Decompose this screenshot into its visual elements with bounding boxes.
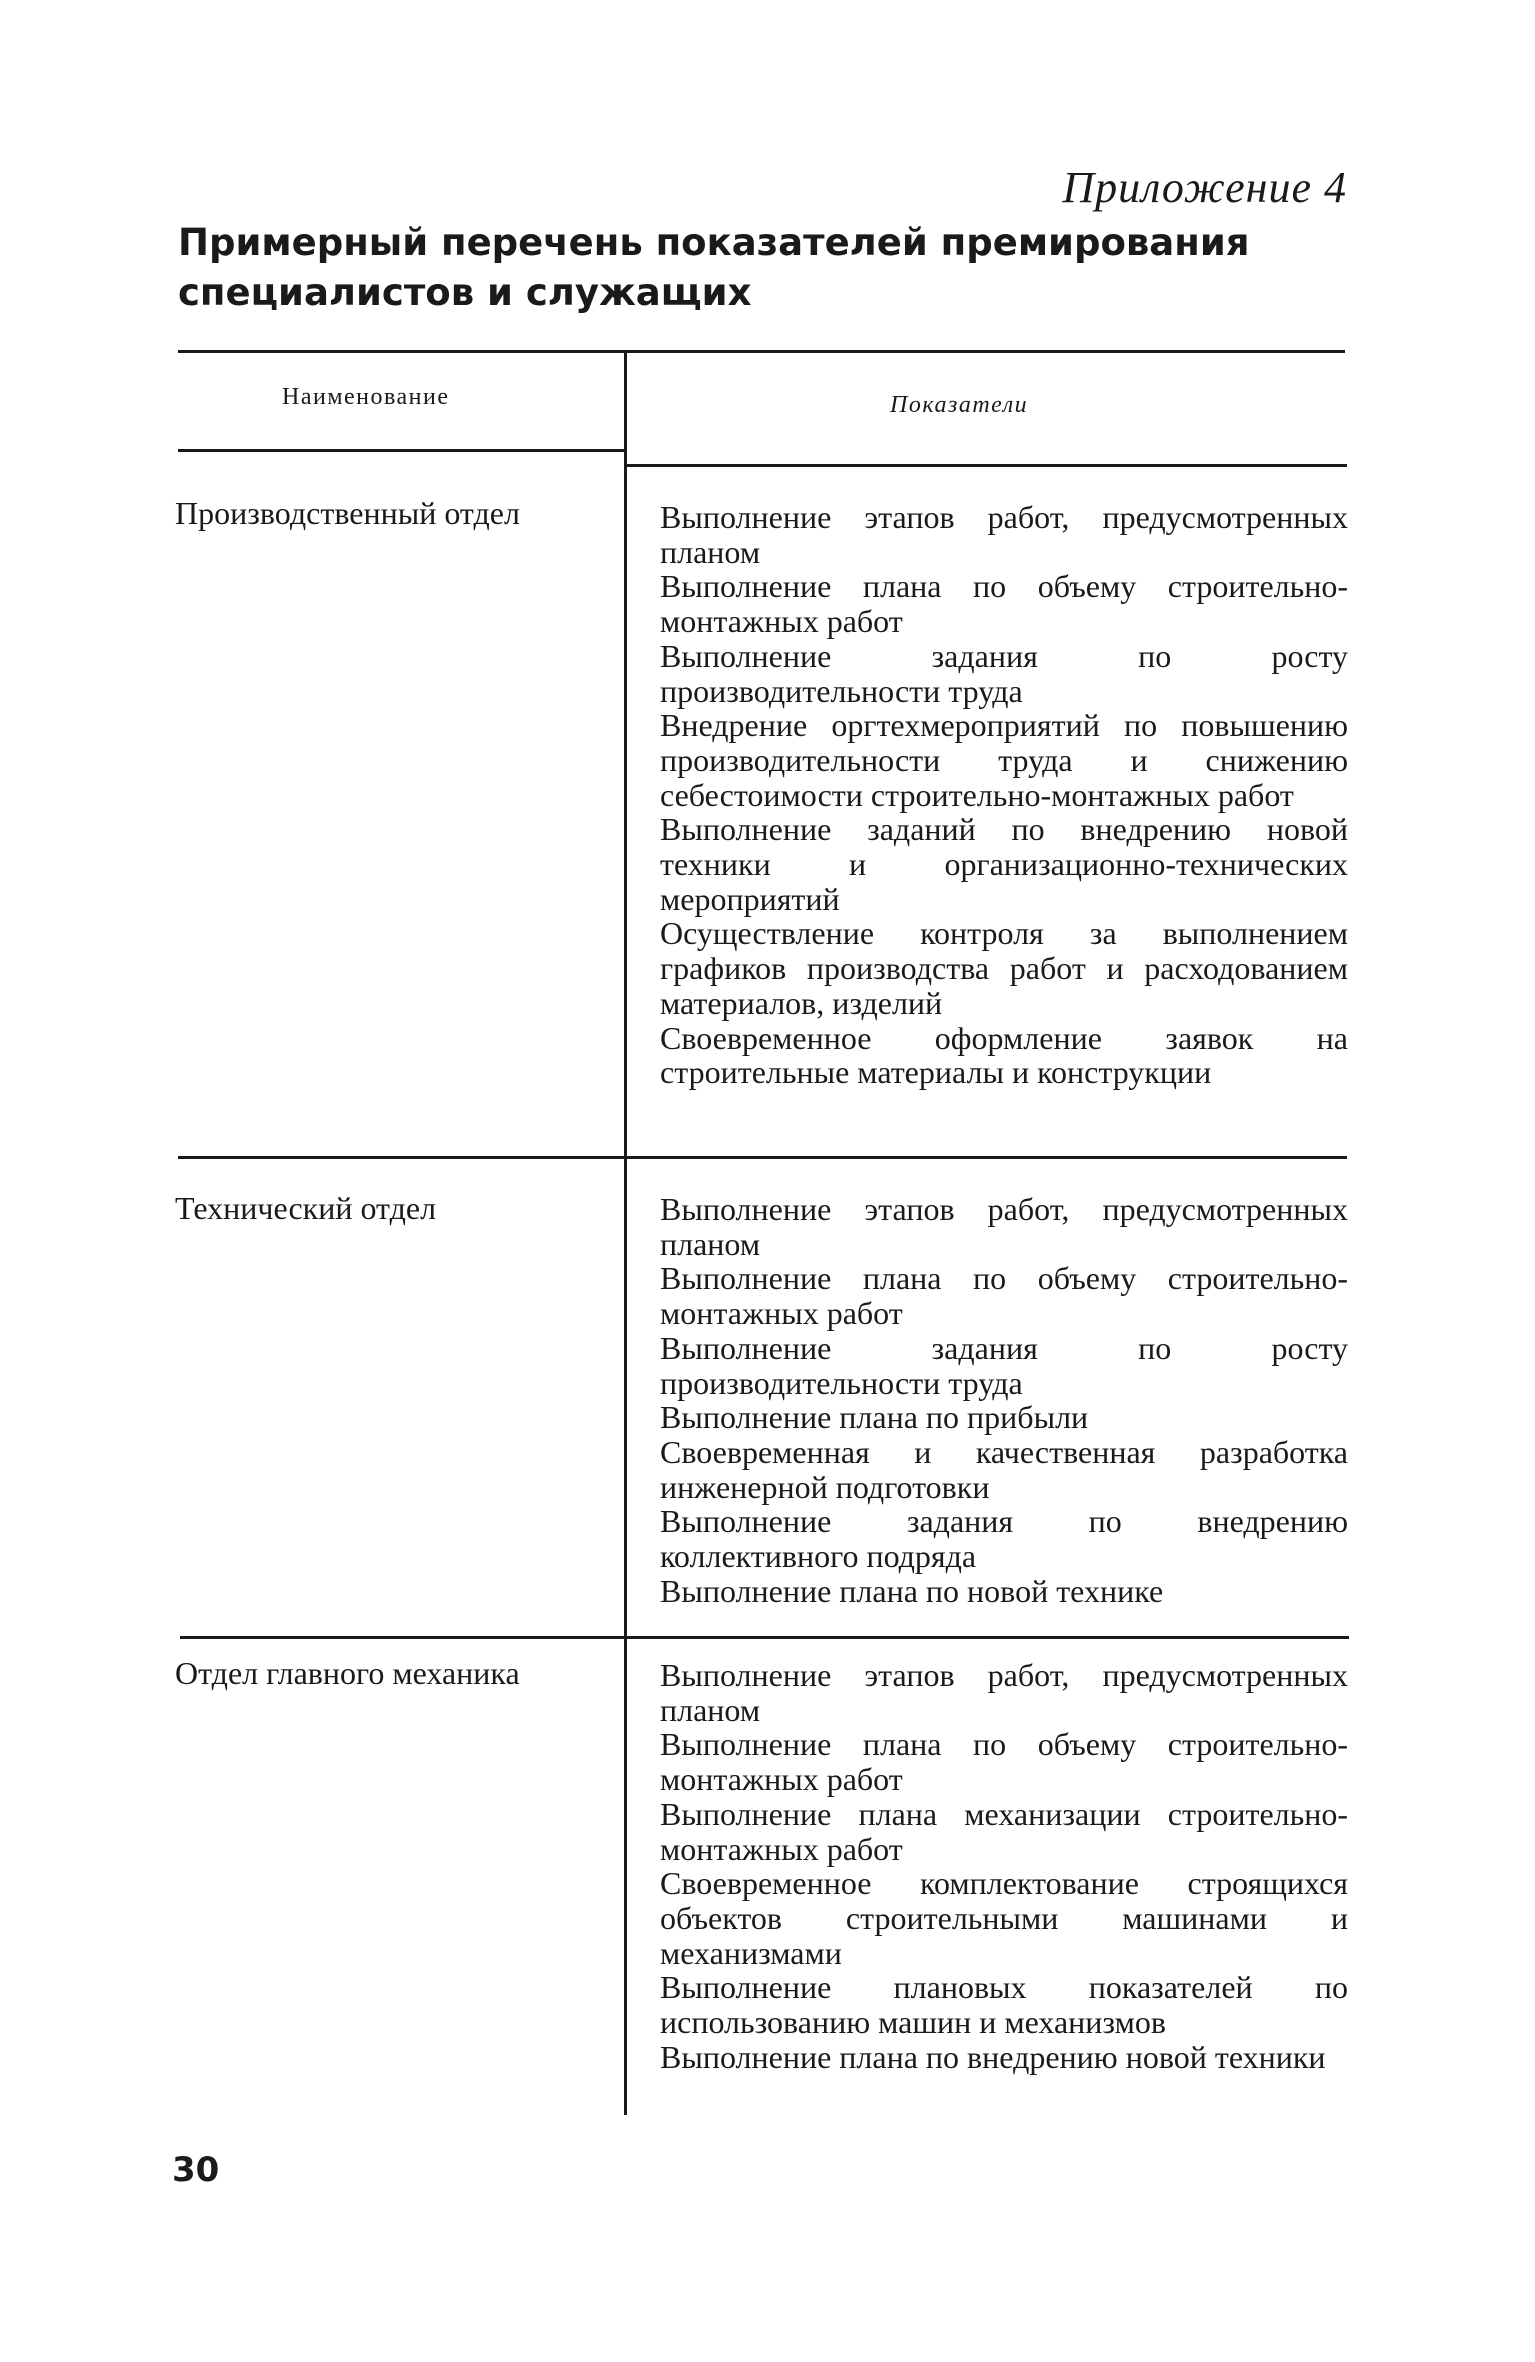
list-item: Выполнение плана по объему строительно-монтажных работ: [660, 1260, 1348, 1332]
list-item: Своевременная и качественная разработка инженерной подготовки: [660, 1433, 1348, 1505]
indicator-list-chief-mechanic: [660, 1658, 1348, 2074]
list-item: Выполнение этапов работ, предусмотренных планом: [660, 1191, 1348, 1262]
column-header-indicators: Показатели: [890, 392, 1029, 418]
header-rule-left: [178, 449, 626, 452]
list-item: Выполнение задания по росту производительности труда: [660, 1329, 1348, 1401]
indicator-list-technical: [660, 1192, 1348, 1608]
list-item: Своевременное оформление заявок на строительные материалы и конструкции: [660, 1019, 1348, 1091]
page-number: 30: [172, 2150, 220, 2190]
table-column-divider: [624, 350, 627, 2115]
list-item: Выполнение плана по объему строительно-монтажных работ: [660, 1726, 1348, 1798]
list-item: Осуществление контроля за выполнением графиков производства работ и расходованием материалов, изделий: [660, 915, 1348, 1021]
list-item: Внедрение оргтехмероприятий по повышению производительности труда и снижению себестоимости строительно-монтажных работ: [660, 707, 1348, 813]
appendix-label: Приложение 4: [1062, 163, 1347, 212]
list-item: Выполнение этапов работ, предусмотренных планом: [660, 1657, 1348, 1728]
department-production: Производственный отдел: [175, 495, 520, 531]
list-item: Выполнение задания по внедрению коллективного подряда: [660, 1503, 1348, 1575]
row-rule-1: [178, 1156, 1347, 1159]
list-item: Выполнение плана по объему строительно-монтажных работ: [660, 568, 1348, 640]
row-rule-2: [180, 1636, 1349, 1639]
list-item: Своевременное комплектование строящихся объектов строительными машинами и механизмами: [660, 1865, 1348, 1971]
list-item: Выполнение плана по внедрению новой техники: [660, 2038, 1326, 2075]
list-item: Выполнение заданий по внедрению новой техники и организационно-технических мероприятий: [660, 811, 1348, 917]
list-item: Выполнение плана по прибыли: [660, 1399, 1089, 1436]
department-chief-mechanic: Отдел главного механика: [175, 1655, 520, 1691]
list-item: Выполнение плана по новой технике: [660, 1572, 1164, 1609]
department-technical: Технический отдел: [175, 1190, 437, 1226]
table-top-rule: [178, 350, 1345, 353]
list-item: Выполнение задания по росту производительности труда: [660, 637, 1348, 709]
column-header-name: Наименование: [282, 384, 450, 410]
list-item: Выполнение плана механизации строительно-монтажных работ: [660, 1795, 1348, 1867]
list-item: Выполнение плановых показателей по использованию машин и механизмов: [660, 1969, 1348, 2041]
list-item: Выполнение этапов работ, предусмотренных планом: [660, 499, 1348, 570]
header-rule-right: [626, 464, 1347, 467]
indicator-list-production: [660, 500, 1348, 1090]
page-title: Примерный перечень показателей премирования специалистов и служащих: [178, 221, 1250, 314]
